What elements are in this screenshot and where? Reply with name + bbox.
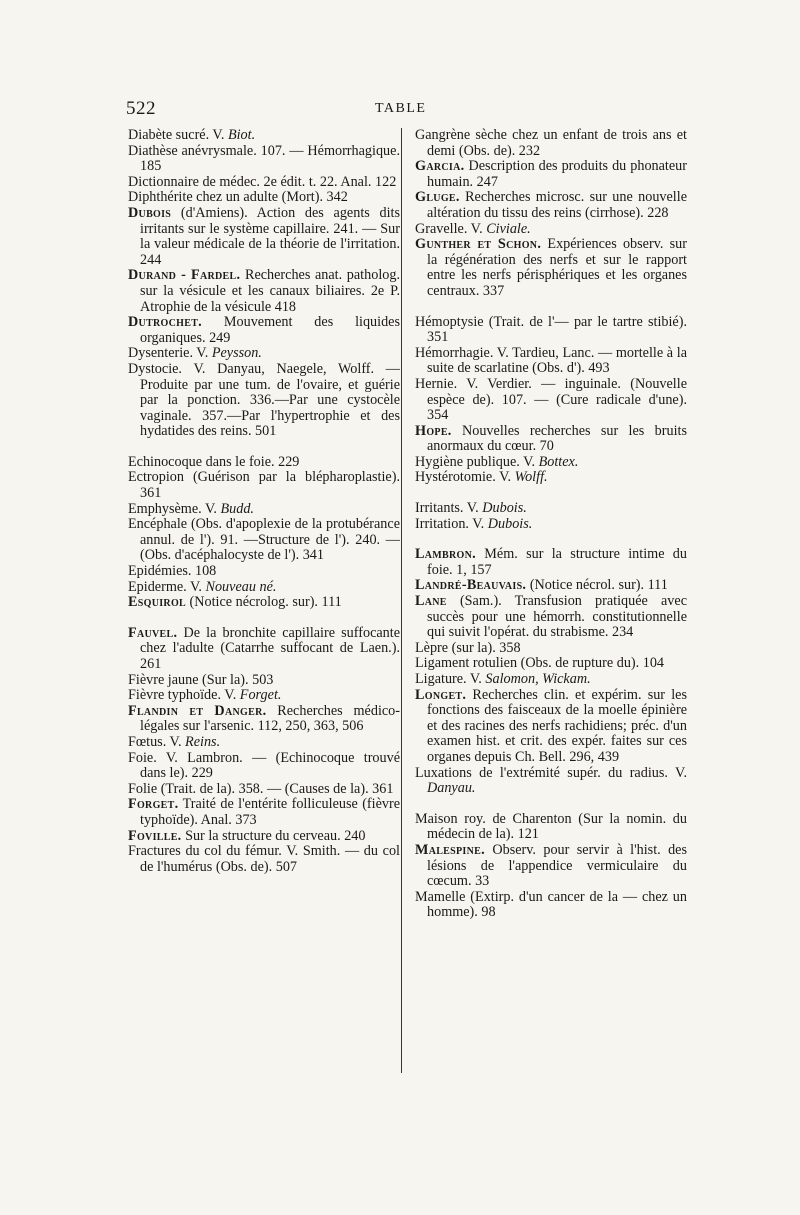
index-entry: [128, 751, 400, 782]
entry-text: Echinocoque dans le foie. 229: [128, 453, 300, 470]
entry-text: Gravelle. V.: [415, 220, 487, 237]
page-number: 522: [126, 98, 156, 119]
entry-author: Longet.: [415, 686, 467, 703]
entry-reference: Forget.: [239, 687, 282, 704]
entry-text: Recherches médico-légales sur l'arsenic. 112, 250, 363, 506: [140, 702, 400, 735]
entry-reference: Budd.: [220, 500, 254, 517]
index-entry: [415, 890, 687, 921]
entry-text: Maison roy. de Charenton (Sur la nomin. du médecin de la). 121: [415, 810, 687, 843]
index-entry: [128, 673, 400, 689]
entry-text: De la bronchite capillaire suffocante chez l'adulte (Catarrhe suffocant de Laen.). 261: [140, 624, 400, 672]
entry-author: Durand - Fardel.: [128, 267, 241, 284]
index-entry: [415, 237, 687, 299]
entry-text: Dictionnaire de médec. 2e édit. t. 22. Anal. 122: [128, 173, 397, 190]
entry-text: Recherches anat. patholog. sur la vésicule et les canaux biliaires. 2e P. Atrophie de la vésicule 418: [140, 267, 400, 315]
entry-text: Mouvement des liquides organiques. 249: [140, 314, 400, 346]
index-entry: [415, 377, 687, 424]
entry-text: Description des produits du phonateur humain. 247: [427, 158, 687, 190]
entry-reference: Civiale.: [486, 220, 531, 237]
index-entry: [415, 641, 687, 657]
entry-text: Observ. pour servir à l'hist. des lésions de l'appendice vermiculaire du cœcum. 33: [427, 841, 687, 890]
entry-text: (d'Amiens). Action des agents dits irritants sur le système capillaire. 241. — Sur la valeur médicale de la théorie de l'irritation. 244: [140, 204, 400, 268]
index-entry: [128, 470, 400, 501]
index-entry: [415, 812, 687, 843]
entry-reference: Wolff.: [514, 469, 548, 486]
column-divider: [401, 128, 402, 1073]
index-entry: [128, 782, 400, 798]
section-gap: [128, 440, 400, 455]
index-entry: [415, 594, 687, 641]
entry-reference: Peysson.: [211, 345, 262, 362]
entry-text: Dystocie. V. Danyau, Naegele, Wolff. — Produite par une tum. de l'ovaire, et guérie par la ponction. 336.—Par une cystocèle vaginale. 357.—Par l'hypertrophie et des hydatides des reins. 501: [128, 360, 400, 440]
entry-text: Diabète sucré. V.: [128, 127, 228, 143]
entry-reference: Nouveau né.: [205, 578, 277, 595]
entry-text: Encéphale (Obs. d'apoplexie de la protubérance annul. de l'). 91. —Structure de l'). 240. — (Obs. d'acéphalocyste de l'). 341: [128, 516, 400, 564]
index-entry: [415, 578, 687, 594]
index-entry: [415, 843, 687, 890]
entry-text: Irritation. V.: [415, 515, 488, 532]
index-entry: [128, 346, 400, 362]
entry-author: Hope.: [415, 422, 452, 439]
index-entry: [415, 455, 687, 471]
index-entry: [128, 844, 400, 875]
entry-text: Traité de l'entérite folliculeuse (fièvre typhoïde). Anal. 373: [140, 796, 400, 828]
index-entry: [128, 688, 400, 704]
entry-text: Hygiène publique. V.: [415, 453, 539, 470]
entry-author: Garcia.: [415, 158, 465, 175]
entry-text: Mamelle (Extirp. d'un cancer de la — chez un homme). 98: [415, 888, 687, 921]
entry-text: Hystérotomie. V.: [415, 469, 515, 486]
index-entry: [415, 547, 687, 578]
index-entry: [128, 190, 400, 206]
entry-reference: Dubois.: [482, 500, 527, 517]
section-gap: [415, 486, 687, 501]
index-entry: [415, 517, 687, 533]
entry-text: Diphthérite chez un adulte (Mort). 342: [128, 189, 348, 206]
entry-text: Recherches microsc. sur une nouvelle altération du tissu des reins (cirrhose). 228: [427, 189, 687, 221]
index-entry: [128, 580, 400, 596]
index-entry: [415, 470, 687, 486]
entry-text: Epidémies. 108: [128, 563, 217, 580]
index-entry: [128, 626, 400, 673]
index-entry: [415, 672, 687, 688]
entry-reference: Danyau.: [427, 780, 476, 797]
entry-reference: Reins.: [185, 733, 221, 750]
index-entry: [128, 455, 400, 471]
entry-author: Malespine.: [415, 841, 485, 858]
index-entry: [128, 144, 400, 175]
index-entry: [128, 595, 400, 611]
index-entry: [415, 656, 687, 672]
entry-text: Hémoptysie (Trait. de l'— par le tartre stibié). 351: [415, 313, 687, 346]
section-gap: [415, 797, 687, 812]
entry-author: Dubois: [128, 204, 172, 221]
entry-text: Ligature. V.: [415, 671, 486, 687]
index-entry: [415, 128, 687, 159]
entry-text: Nouvelles recherches sur les bruits anormaux du cœur. 70: [427, 422, 687, 455]
index-entry: [128, 829, 400, 845]
section-gap: [415, 300, 687, 315]
entry-text: Luxations de l'extrémité supér. du radius. V.: [415, 764, 687, 781]
index-entry: [415, 346, 687, 377]
section-gap: [415, 532, 687, 547]
entry-text: Dysenterie. V.: [128, 345, 212, 362]
entry-text: Mém. sur la structure intime du foie. 1, 157: [427, 546, 687, 578]
entry-reference: Salomon, Wickam.: [485, 671, 591, 687]
index-entry: [415, 190, 687, 221]
entry-text: Folie (Trait. de la). 358. — (Causes de la). 361: [128, 780, 394, 797]
section-gap: [128, 611, 400, 626]
entry-reference: Biot.: [227, 127, 256, 143]
entry-text: Sur la structure du cerveau. 240: [181, 827, 366, 844]
entry-text: Recherches clin. et expérim. sur les fonctions des faisceaux de la moelle épinière et des racines des nerfs rachidiens; préc. d'un examen hist. et crit. des expér. faites sur ces organes depuis Ch. Bell. 296, 439: [427, 686, 687, 765]
entry-reference: Bottex.: [538, 453, 579, 470]
entry-author: Flandin et Danger.: [128, 702, 267, 719]
index-entry: [128, 175, 400, 191]
entry-author: Landré-Beauvais.: [415, 577, 527, 594]
index-entry: [128, 502, 400, 518]
entry-text: Fièvre typhoïde. V.: [128, 687, 240, 704]
index-entry: [128, 704, 400, 735]
entry-text: (Sam.). Transfusion pratiquée avec succès pour une hémorrh. constitutionnelle qui suivit l'opérat. du strabisme. 234: [427, 593, 687, 641]
index-entry: [128, 315, 400, 346]
entry-text: Diathèse anévrysmale. 107. — Hémorrhagique. 185: [128, 142, 400, 175]
entry-author: Foville.: [128, 827, 182, 844]
index-entry: [415, 159, 687, 190]
entry-text: Gangrène sèche chez un enfant de trois ans et demi (Obs. de). 232: [415, 127, 687, 159]
index-entry: [128, 517, 400, 564]
entry-text: (Notice nécrol. sur). 111: [526, 577, 668, 594]
index-entry: [415, 688, 687, 766]
index-entry: [415, 501, 687, 517]
entry-text: Foie. V. Lambron. — (Echinocoque trouvé dans le). 229: [128, 749, 400, 782]
entry-text: Fœtus. V.: [128, 733, 186, 750]
index-entry: [415, 424, 687, 455]
entry-author: Esquirol: [128, 594, 186, 611]
entry-text: Epiderme. V.: [128, 578, 206, 595]
index-column-right: [415, 128, 687, 921]
entry-text: Hernie. V. Verdier. — inguinale. (Nouvelle espèce de). 107. — (Cure radicale d'une). 354: [415, 375, 687, 424]
entry-author: Fauvel.: [128, 624, 178, 641]
entry-author: Forget.: [128, 796, 179, 813]
index-entry: [128, 268, 400, 315]
entry-reference: Dubois.: [487, 515, 533, 532]
entry-author: Dutrochet.: [128, 314, 203, 331]
entry-author: Lambron.: [415, 546, 476, 563]
entry-author: Lane: [415, 593, 447, 610]
index-entry: [415, 766, 687, 797]
running-title: TABLE: [375, 101, 427, 116]
entry-text: Ectropion (Guérison par la blépharoplastie). 361: [128, 469, 400, 502]
entry-text: Irritants. V.: [415, 500, 483, 517]
index-entry: [128, 735, 400, 751]
index-entry: [415, 222, 687, 238]
index-entry: [128, 564, 400, 580]
entry-text: Expériences observ. sur la régénération des nerfs et sur le rapport entre les nerfs périsphériques et les organes centraux. 337: [427, 236, 687, 299]
entry-text: Fractures du col du fémur. V. Smith. — du col de l'humérus (Obs. de). 507: [128, 843, 400, 875]
index-entry: [415, 315, 687, 346]
index-column-left: [128, 128, 400, 875]
entry-text: Hémorrhagie. V. Tardieu, Lanc. — mortelle à la suite de scarlatine (Obs. d'). 493: [415, 344, 687, 377]
entry-author: Gluge.: [415, 189, 460, 206]
index-entry: [128, 206, 400, 268]
entry-text: Fièvre jaune (Sur la). 503: [128, 671, 274, 688]
index-entry: [128, 797, 400, 828]
entry-text: Emphysème. V.: [128, 500, 221, 517]
index-entry: [128, 128, 400, 144]
entry-author: Gunther et Schon.: [415, 236, 542, 253]
entry-text: Ligament rotulien (Obs. de rupture du). 104: [415, 655, 665, 672]
entry-text: (Notice nécrolog. sur). 111: [186, 594, 342, 611]
index-entry: [128, 362, 400, 440]
entry-text: Lèpre (sur la). 358: [415, 639, 521, 656]
